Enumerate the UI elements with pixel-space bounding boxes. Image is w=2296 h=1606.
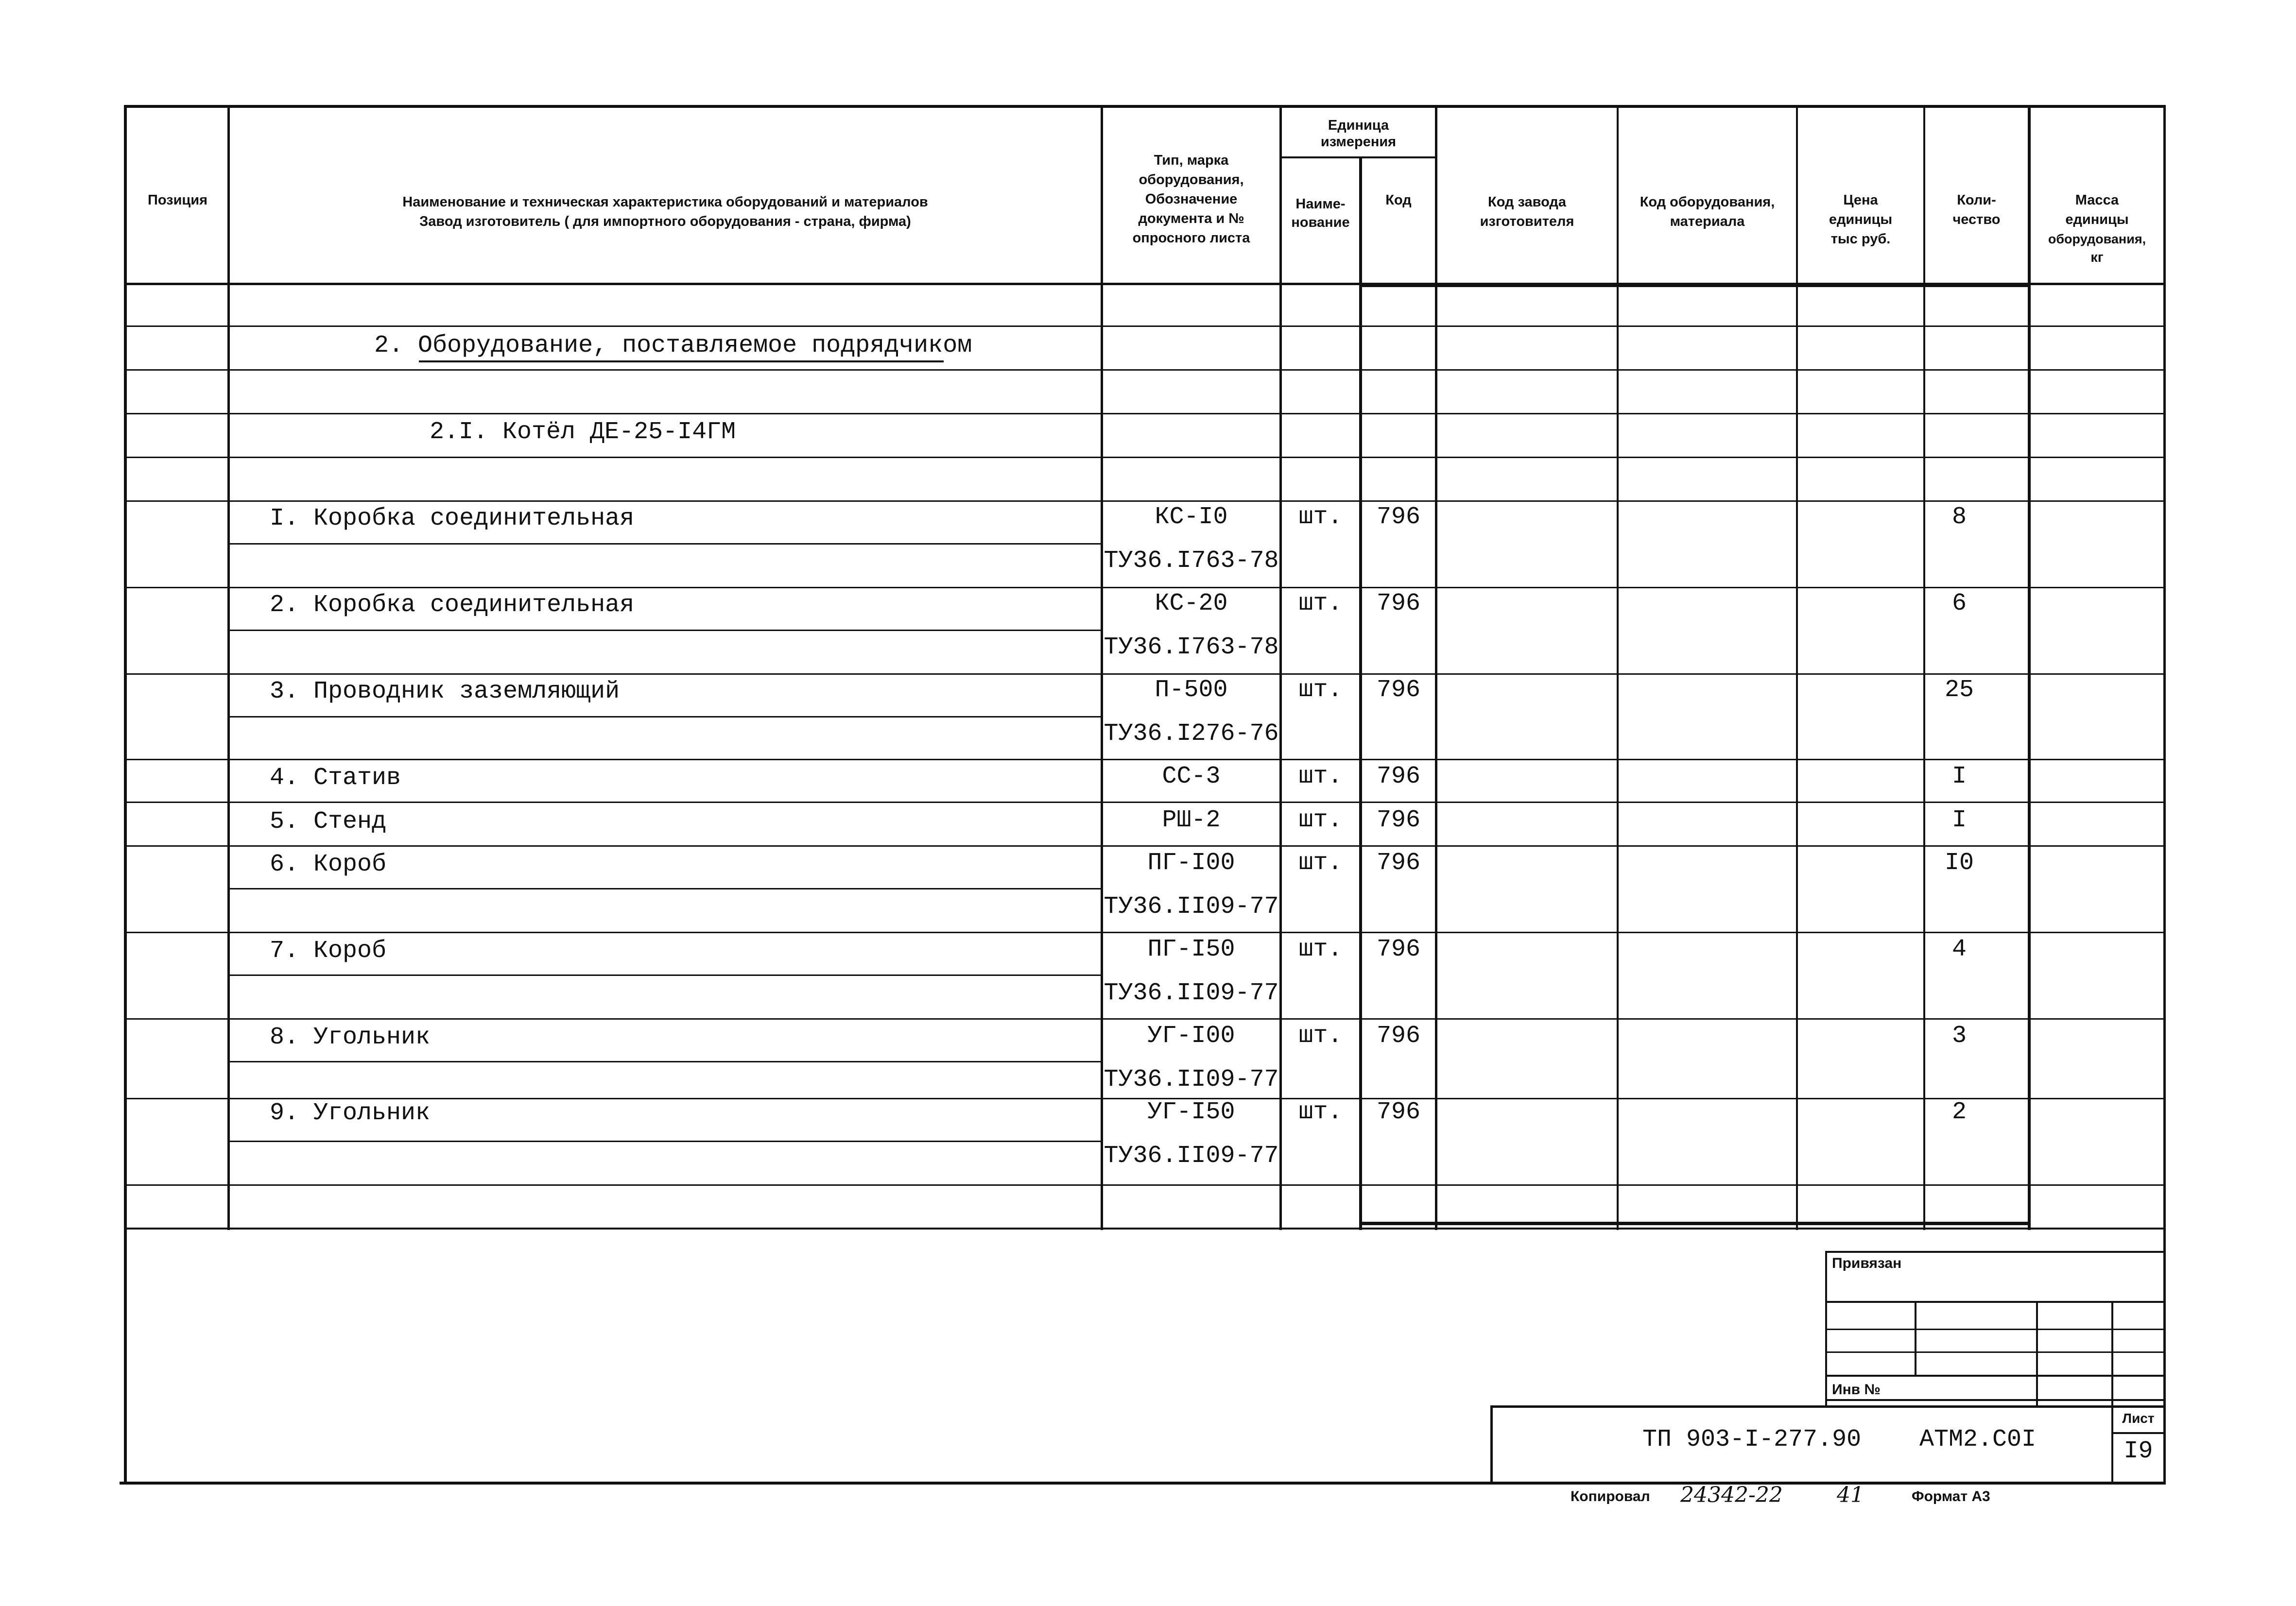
frame-left bbox=[124, 105, 127, 1485]
item-name: 6. Короб bbox=[270, 851, 387, 878]
item-doc: ТУ36.I763-78 bbox=[1104, 633, 1279, 661]
header-type-line2: оборудования, bbox=[1139, 172, 1244, 188]
item-doc: ТУ36.I763-78 bbox=[1104, 547, 1279, 575]
item-code: 796 bbox=[1376, 763, 1420, 790]
row-line bbox=[124, 457, 2165, 458]
footer-format: Формат А3 bbox=[1912, 1488, 1990, 1504]
item-unit: шт. bbox=[1298, 763, 1343, 790]
row-line bbox=[124, 587, 2165, 588]
header-unit-code: Код bbox=[1385, 192, 1412, 208]
header-mass-line2: единицы bbox=[2065, 212, 2129, 227]
header-unit-name-line2: нование bbox=[1291, 215, 1350, 230]
header-factory-code-line1: Код завода bbox=[1488, 194, 1566, 210]
header-unit-line2: измерения bbox=[1320, 134, 1397, 150]
item-type: УГ-I50 bbox=[1147, 1098, 1235, 1126]
item-name: 8. Угольник bbox=[270, 1024, 431, 1051]
item-code: 796 bbox=[1376, 849, 1420, 877]
item-code: 796 bbox=[1376, 936, 1420, 963]
header-type-line4: документа и № bbox=[1138, 211, 1244, 226]
item-code: 796 bbox=[1376, 806, 1420, 834]
designation-box-top bbox=[1490, 1405, 2165, 1408]
stamp-line bbox=[1825, 1301, 2165, 1303]
header-equip-code-line1: Код оборудования, bbox=[1640, 194, 1775, 210]
unit-subheader-line bbox=[1279, 156, 1436, 158]
section-title: 2. Оборудование, поставляемое подрядчиком bbox=[374, 332, 972, 359]
row-line bbox=[227, 1141, 1102, 1142]
stamp-line bbox=[1825, 1329, 2165, 1330]
header-position: Позиция bbox=[148, 192, 207, 208]
item-type: УГ-I00 bbox=[1147, 1022, 1235, 1050]
table-bottom-line bbox=[124, 1228, 2165, 1230]
item-name: I. Коробка соединительная bbox=[270, 505, 635, 532]
item-doc: ТУ36.II09-77 bbox=[1104, 893, 1279, 921]
row-line bbox=[124, 413, 2165, 414]
item-code: 796 bbox=[1376, 1022, 1420, 1050]
stamp-vline bbox=[2036, 1301, 2038, 1407]
stamp-line bbox=[1825, 1351, 2165, 1353]
item-doc: ТУ36.II09-77 bbox=[1104, 979, 1279, 1007]
item-qty: 2 bbox=[1951, 1098, 1967, 1126]
item-name: 7. Короб bbox=[270, 937, 387, 965]
header-price-line3: тыс руб. bbox=[1830, 231, 1891, 247]
header-type-line1: Тип, марка bbox=[1154, 153, 1229, 168]
row-line bbox=[227, 716, 1102, 718]
row-line bbox=[227, 974, 1102, 976]
stamp-box-top bbox=[1825, 1251, 2165, 1253]
header-price-line2: единицы bbox=[1829, 212, 1893, 227]
stamp-line bbox=[1825, 1375, 2165, 1377]
header-type-line5: опросного листа bbox=[1132, 230, 1250, 246]
footer-copied-label: Копировал bbox=[1571, 1488, 1650, 1504]
item-type: П-500 bbox=[1155, 676, 1228, 704]
sheet-label-line bbox=[2111, 1432, 2165, 1434]
item-name: 3. Проводник заземляющий bbox=[270, 678, 620, 705]
item-unit: шт. bbox=[1298, 806, 1343, 834]
col-line-6 bbox=[1617, 105, 1619, 1230]
row-line bbox=[124, 673, 2165, 675]
stamp-vline bbox=[1915, 1301, 1916, 1375]
item-type: КС-20 bbox=[1155, 590, 1228, 617]
stamp-line bbox=[1825, 1399, 2165, 1401]
item-name: 4. Статив bbox=[270, 764, 401, 792]
item-qty: 3 bbox=[1951, 1022, 1967, 1050]
section-title-underline bbox=[419, 360, 944, 362]
stamp-inv-no: Инв № bbox=[1832, 1382, 1881, 1398]
header-mass-line1: Масса bbox=[2075, 192, 2119, 208]
item-unit: шт. bbox=[1298, 590, 1343, 617]
item-code: 796 bbox=[1376, 590, 1420, 617]
row-line bbox=[124, 802, 2165, 803]
row-line bbox=[227, 630, 1102, 631]
item-unit: шт. bbox=[1298, 1098, 1343, 1126]
item-type: ПГ-I50 bbox=[1147, 936, 1235, 963]
footer-copied-number: 24342-22 bbox=[1680, 1483, 1783, 1507]
item-unit: шт. bbox=[1298, 1022, 1343, 1050]
item-name: 5. Стенд bbox=[270, 808, 387, 836]
col-line-3 bbox=[1279, 105, 1282, 1230]
item-doc: ТУ36.I276-76 bbox=[1104, 720, 1279, 748]
col-line-5 bbox=[1435, 105, 1437, 1230]
item-type: РШ-2 bbox=[1162, 806, 1221, 834]
row-line bbox=[124, 1184, 2165, 1186]
item-code: 796 bbox=[1376, 676, 1420, 704]
item-doc: ТУ36.II09-77 bbox=[1104, 1142, 1279, 1170]
stamp-sheet-label: Лист bbox=[2122, 1411, 2155, 1426]
stamp-doc-mark: АТМ2.С0I bbox=[1919, 1426, 2037, 1453]
thick-block-bottom bbox=[1359, 1222, 2031, 1225]
header-price-line1: Цена bbox=[1843, 192, 1878, 208]
item-name: 9. Угольник bbox=[270, 1099, 431, 1127]
stamp-sheet-number: I9 bbox=[2123, 1437, 2153, 1465]
item-code: 796 bbox=[1376, 1098, 1420, 1126]
col-line-9 bbox=[2028, 105, 2031, 1230]
col-line-7 bbox=[1796, 105, 1798, 1230]
row-line bbox=[227, 1061, 1102, 1062]
row-line bbox=[124, 325, 2165, 327]
row-line bbox=[124, 369, 2165, 371]
item-type: СС-3 bbox=[1162, 763, 1221, 790]
col-line-8 bbox=[1923, 105, 1925, 1230]
item-qty: I bbox=[1951, 763, 1967, 790]
frame-right bbox=[2163, 105, 2166, 1485]
footer-copied-extra: 41 bbox=[1837, 1483, 1864, 1507]
item-code: 796 bbox=[1376, 503, 1420, 531]
header-name-line2: Завод изготовитель ( для импортного оборудования - страна, фирма) bbox=[419, 214, 911, 229]
item-doc: ТУ36.II09-77 bbox=[1104, 1066, 1279, 1093]
header-type-line3: Обозначение bbox=[1145, 191, 1238, 207]
item-type: КС-I0 bbox=[1155, 503, 1228, 531]
header-mass-line4: кг bbox=[2090, 250, 2104, 265]
item-qty: 6 bbox=[1951, 590, 1967, 617]
row-line bbox=[124, 932, 2165, 933]
row-line bbox=[124, 500, 2165, 502]
header-bottom-line bbox=[124, 283, 2165, 285]
item-unit: шт. bbox=[1298, 676, 1343, 704]
header-equip-code-line2: материала bbox=[1670, 214, 1745, 229]
header-qty-line1: Коли- bbox=[1957, 192, 1996, 208]
item-qty: 8 bbox=[1951, 503, 1967, 531]
header-name-line1: Наименование и техническая характеристика оборудований и материалов bbox=[402, 194, 928, 210]
header-unit-name-line1: Наиме- bbox=[1295, 196, 1346, 212]
section-subtitle: 2.I. Котёл ДЕ-25-I4ГМ bbox=[430, 418, 736, 446]
row-line bbox=[124, 1018, 2165, 1020]
item-qty: I0 bbox=[1944, 849, 1974, 877]
item-qty: 25 bbox=[1944, 676, 1974, 704]
frame-top bbox=[124, 105, 2165, 108]
row-line bbox=[227, 888, 1102, 889]
row-line bbox=[227, 543, 1102, 545]
header-factory-code-line2: изготовителя bbox=[1480, 214, 1574, 229]
item-qty: 4 bbox=[1951, 936, 1967, 963]
item-unit: шт. bbox=[1298, 936, 1343, 963]
header-mass-line3: оборудования, bbox=[2048, 232, 2146, 246]
header-qty-line2: чество bbox=[1952, 212, 2001, 227]
item-qty: I bbox=[1951, 806, 1967, 834]
header-unit-line1: Единица bbox=[1328, 118, 1389, 133]
stamp-attached: Привязан bbox=[1832, 1255, 1902, 1271]
designation-box-left bbox=[1490, 1405, 1493, 1483]
row-line bbox=[124, 845, 2165, 847]
item-unit: шт. bbox=[1298, 849, 1343, 877]
stamp-doc-code: ТП 903-I-277.90 bbox=[1642, 1426, 1862, 1453]
item-name: 2. Коробка соединительная bbox=[270, 591, 635, 619]
item-type: ПГ-I00 bbox=[1147, 849, 1235, 877]
item-unit: шт. bbox=[1298, 503, 1343, 531]
row-line bbox=[124, 759, 2165, 760]
